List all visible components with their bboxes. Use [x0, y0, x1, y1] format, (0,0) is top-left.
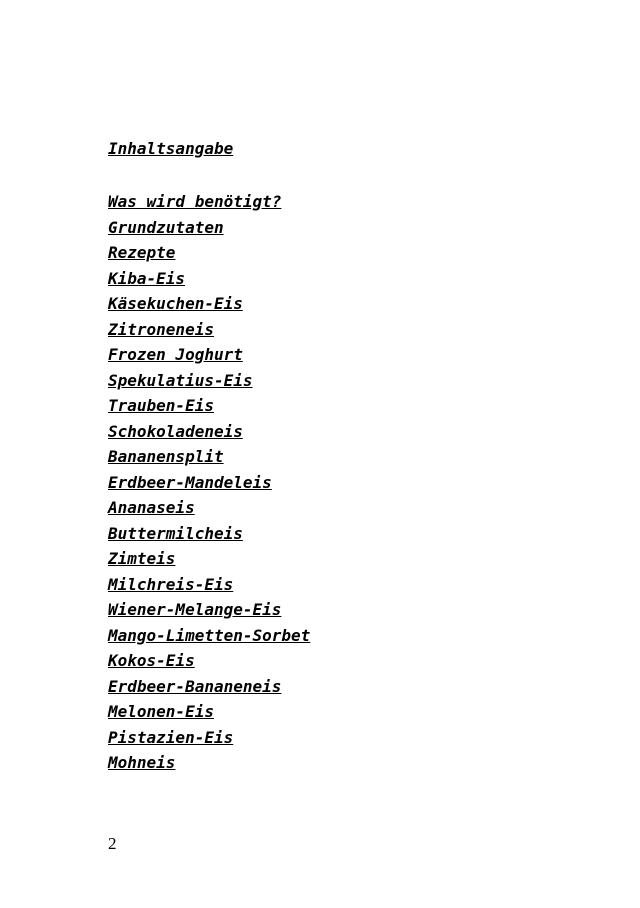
toc-list — [108, 189, 310, 776]
toc-entry[interactable]: Buttermilcheis — [108, 523, 243, 543]
toc-heading: Inhaltsangabe — [108, 139, 234, 158]
toc-entry[interactable]: Erdbeer-Bananeneis — [108, 676, 282, 696]
toc-entry[interactable]: Kiba-Eis — [108, 268, 186, 288]
toc-entry[interactable]: Rezepte — [108, 243, 176, 262]
toc-entry[interactable]: Käsekuchen-Eis — [108, 294, 243, 313]
toc-entry[interactable]: Pistazien-Eis — [108, 727, 234, 747]
toc-entry[interactable]: Grundzutaten — [108, 217, 224, 237]
toc-entry[interactable]: Ananaseis — [108, 498, 195, 517]
toc-entry[interactable]: Mohneis — [108, 753, 176, 772]
toc-entry[interactable]: Mango-Limetten-Sorbet — [108, 625, 311, 645]
toc-entry[interactable]: Was wird benötigt? — [108, 192, 282, 211]
toc-entry[interactable]: Milchreis-Eis — [108, 574, 234, 594]
toc-entry[interactable]: Frozen Joghurt — [108, 345, 243, 364]
toc-entry[interactable]: Melonen-Eis — [108, 702, 214, 721]
toc-entry[interactable]: Schokoladeneis — [108, 421, 243, 441]
toc-entry[interactable]: Trauben-Eis — [108, 396, 214, 415]
toc-entry[interactable]: Spekulatius-Eis — [108, 370, 253, 390]
page-number: 2 — [108, 834, 117, 853]
toc-entry[interactable]: Zimteis — [108, 549, 176, 568]
toc-entry[interactable]: Bananensplit — [108, 447, 224, 466]
toc-entry[interactable]: Erdbeer-Mandeleis — [108, 472, 272, 492]
toc-entry[interactable]: Wiener-Melange-Eis — [108, 600, 282, 619]
toc-entry[interactable]: Zitroneneis — [108, 319, 214, 339]
toc-entry[interactable]: Kokos-Eis — [108, 651, 195, 670]
